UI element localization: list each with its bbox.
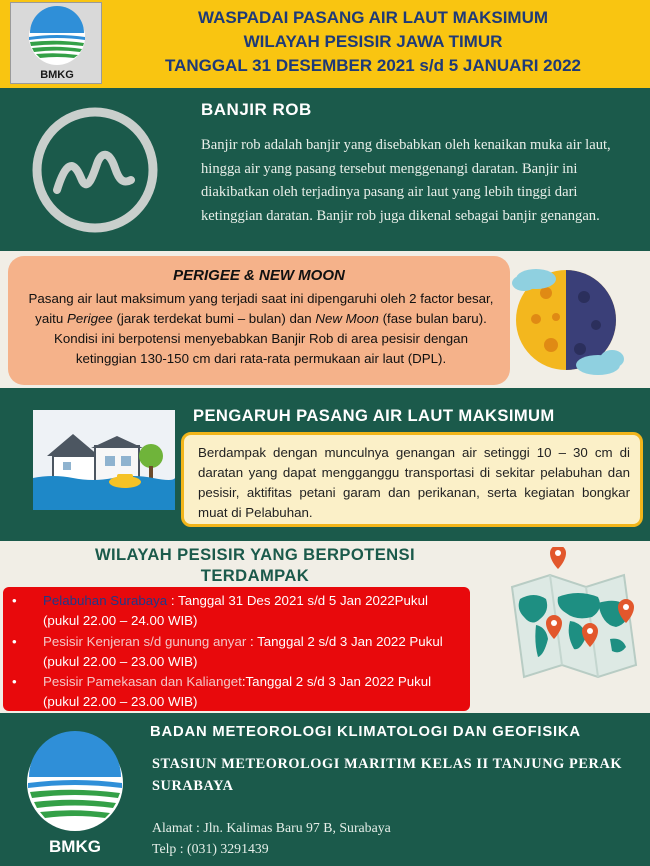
pengaruh-card <box>181 432 643 527</box>
wilayah-section <box>0 541 650 713</box>
wilayah-alert-box <box>3 587 470 711</box>
banjir-rob-heading: BANJIR ROB <box>201 100 312 119</box>
header-title-line-2: WILAYAH PESISIR JAWA TIMUR <box>243 32 503 51</box>
footer-address: Alamat : Jln. Kalimas Baru 97 B, Surabaya <box>152 820 391 835</box>
wilayah-place: Pelabuhan Surabaya <box>43 593 168 608</box>
wilayah-heading: WILAYAH PESISIR YANG BERPOTENSI TERDAMPAK <box>94 545 416 585</box>
footer-phone: Telp : (031) 3291439 <box>152 841 269 856</box>
wilayah-detail: : Tanggal 2 s/d 3 Jan 2022 Pukul (pukul 22.00 – 23.00 WIB) <box>43 633 443 669</box>
perigee-card <box>8 256 510 385</box>
wilayah-list <box>9 591 465 713</box>
footer-station: STASIUN METEOROLOGI MARITIM KELAS II TANJUNG PERAK SURABAYA <box>152 756 623 794</box>
banjir-rob-text: Banjir rob adalah banjir yang disebabkan oleh kenaikan muka air laut, hingga air yang pasang tersebut menggenangi daratan. Banjir ini diakibatkan oleh terjadinya pasang air laut yang lebih tinggi dari ketinggian daratan. Banjir rob juga dikenal sebagai banjir genangan. <box>201 137 611 224</box>
new-moon-term: New Moon <box>315 311 379 326</box>
svg-text:BMKG: BMKG <box>40 69 74 81</box>
svg-text:BMKG: BMKG <box>49 837 101 856</box>
world-map-pins-icon <box>494 547 642 705</box>
perigee-text: Pasang air laut maksimum yang terjadi saat ini dipengaruhi oleh 2 factor besar, yaitu Perigee (jarak terdekat bumi – bulan) dan New Moon (fase bulan baru). Kondisi ini berpotensi menyebabkan Banjir Rob di area pesisir dengan ketinggian 130-150 cm dari rata-rata permukaan air laut (DPL). <box>28 291 494 366</box>
list-item <box>9 591 465 632</box>
perigee-section <box>0 251 650 388</box>
wilayah-place: Pesisir Pamekasan dan Kalianget <box>43 674 242 690</box>
header-banner <box>0 0 650 88</box>
wilayah-place: Pesisir Kenjeran s/d gunung anyar <box>43 633 247 649</box>
perigee-term: Perigee <box>66 311 113 326</box>
wilayah-detail: :Tanggal 2 s/d 3 Jan 2022 Pukul (pukul 22.00 – 23.00 WIB) <box>43 674 432 710</box>
bmkg-logo <box>10 2 102 84</box>
bmkg-footer-logo-icon <box>22 731 128 857</box>
header-title-line-1: WASPADAI PASANG AIR LAUT MAKSIMUM <box>197 8 549 27</box>
header-title-line-3: TANGGAL 31 DESEMBER 2021 s/d 5 JANUARI 2022 <box>164 56 581 75</box>
footer-section <box>0 713 650 866</box>
wilayah-detail: : Tanggal 31 Des 2021 s/d 5 Jan 2022Pukul (pukul 22.00 – 24.00 WIB) <box>43 593 428 629</box>
footer-title: BADAN METEOROLOGI KLIMATOLOGI DAN GEOFISIKA <box>150 724 581 740</box>
banjir-rob-section <box>0 88 650 251</box>
pengaruh-text: Berdampak dengan munculnya genangan air setinggi 10 – 30 cm di daratan yang dapat mengganggu transportasi di sekitar pelabuhan dan pesisir, aktifitas petani garam dan perikanan, serta kegiatan bongkar muat di Pelabuhan. <box>198 445 630 520</box>
pengaruh-section <box>0 388 650 541</box>
bmkg-logo-icon <box>11 3 103 85</box>
wave-circle-icon <box>31 106 159 234</box>
moon-phase-icon <box>506 257 626 383</box>
footer-contact <box>152 817 391 859</box>
flooded-house-icon <box>33 410 175 510</box>
pengaruh-heading: PENGARUH PASANG AIR LAUT MAKSIMUM <box>193 406 555 425</box>
perigee-heading: PERIGEE & NEW MOON <box>173 267 345 284</box>
list-item <box>9 632 465 673</box>
flood-house-illustration <box>33 410 175 510</box>
header-title <box>108 6 638 78</box>
list-item <box>9 672 465 713</box>
